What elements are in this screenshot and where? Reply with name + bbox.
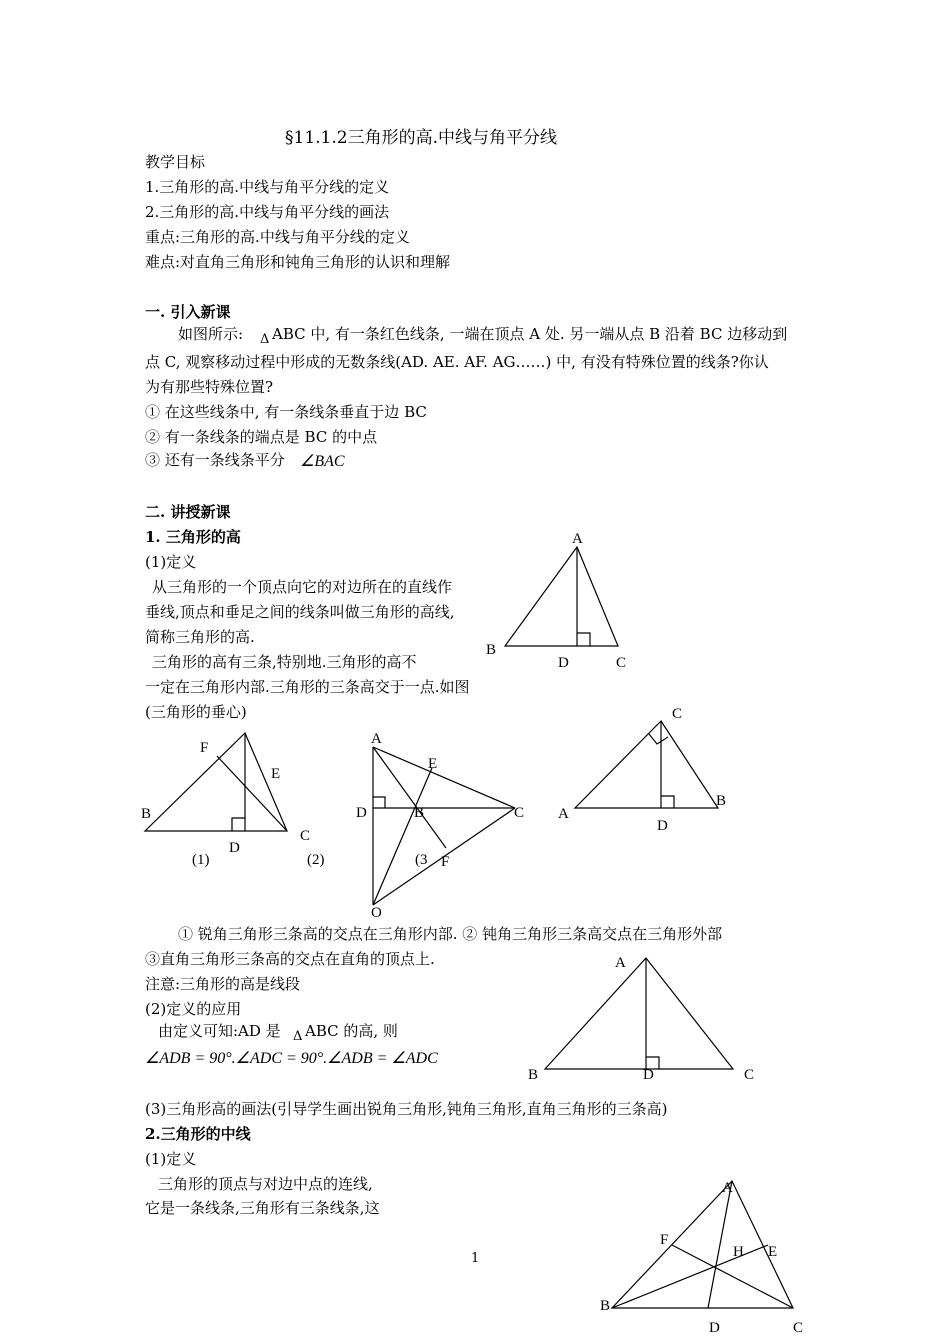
goal-item-1: 1.三角形的高.中线与角平分线的定义 <box>145 178 390 196</box>
label-a: A <box>558 806 569 822</box>
triangle-symbol: Δ <box>293 1029 303 1044</box>
label-b: B <box>141 806 152 822</box>
intro-line2: 点 C, 观察移动过程中形成的无数条线(AD. AE. AF. AG……) 中, 有没有特殊位置的线条?你认 <box>145 353 769 371</box>
goal-item-2: 2.三角形的高.中线与角平分线的画法 <box>145 203 390 221</box>
label-e: E <box>768 1244 778 1260</box>
intro-line3: 为有那些特殊位置? <box>145 378 274 396</box>
section1-heading: 一. 引入新课 <box>145 303 231 321</box>
label-o: O <box>371 905 382 921</box>
intro-item-3: ③ 还有一条线条平分 <box>145 451 285 469</box>
label-f: F <box>660 1232 669 1248</box>
triangle-abc <box>612 1181 793 1308</box>
application-label: (2)定义的应用 <box>145 1000 242 1018</box>
label-b: B <box>716 793 727 809</box>
label-a: A <box>722 1180 733 1196</box>
triangle-symbol: Δ <box>260 332 270 347</box>
label-d: D <box>229 840 240 856</box>
definition-label: (1)定义 <box>145 1150 197 1168</box>
label-c: C <box>616 655 627 671</box>
application-line1a: 由定义可知:AD 是 <box>158 1022 281 1040</box>
page-number: 1 <box>471 1251 480 1266</box>
note: 注意:三角形的高是线段 <box>145 975 301 993</box>
intro-item-1: ① 在这些线条中, 有一条线条垂直于边 BC <box>145 403 427 421</box>
definition-line: 它是一条线条,三角形有三条线条,这 <box>145 1199 380 1217</box>
label-f: F <box>200 740 209 756</box>
label-d: D <box>558 655 569 671</box>
label-b: B <box>528 1067 539 1083</box>
median-ad <box>708 1181 732 1308</box>
label-e: E <box>271 766 281 782</box>
label-b: B <box>414 805 425 821</box>
altitude-subheading: 1. 三角形的高 <box>145 528 241 546</box>
label-c: C <box>793 1320 804 1336</box>
label-b: B <box>486 642 497 658</box>
application-line1b: ABC 的高, 则 <box>305 1022 398 1040</box>
label-d: D <box>643 1067 654 1083</box>
definition-label: (1)定义 <box>145 553 197 571</box>
label-e: E <box>428 756 438 772</box>
caption-2: (2) <box>307 852 325 868</box>
drawing-method: (3)三角形高的画法(引导学生画出锐角三角形,钝角三角形,直角三角形的三条高) <box>145 1100 668 1118</box>
label-h: H <box>733 1244 744 1260</box>
label-a: A <box>572 531 583 547</box>
definition-line: 三角形的顶点与对边中点的连线, <box>158 1175 373 1193</box>
page-title: §11.1.2三角形的高.中线与角平分线 <box>285 128 557 148</box>
angle-bac-math: ∠BAC <box>300 453 345 470</box>
section2-heading: 二. 讲授新课 <box>145 503 231 521</box>
label-a: A <box>371 731 382 747</box>
label-c: C <box>514 805 525 821</box>
label-d: D <box>709 1320 720 1336</box>
conclusion-line-1: ① 锐角三角形三条高的交点在三角形内部. ② 钝角三角形三条高交点在三角形外部 <box>178 925 723 943</box>
definition-line: 垂线,顶点和垂足之间的线条叫做三角形的高线, <box>145 603 455 621</box>
label-a: A <box>615 955 626 971</box>
definition-line: 一定在三角形内部.三角形的三条高交于一点.如图 <box>145 678 470 696</box>
definition-line: (三角形的垂心) <box>145 703 247 721</box>
definition-line: 三角形的高有三条,特别地.三角形的高不 <box>152 653 417 671</box>
conclusion-line-2: ③直角三角形三条高的交点在直角的顶点上. <box>145 950 435 968</box>
label-c: C <box>744 1067 755 1083</box>
label-b: B <box>600 1298 611 1314</box>
goals-heading: 教学目标 <box>145 153 206 171</box>
definition-line: 从三角形的一个顶点向它的对边所在的直线作 <box>152 578 453 596</box>
caption-3: (3 <box>415 852 428 868</box>
caption-1: (1) <box>192 852 210 868</box>
label-c: C <box>300 828 311 844</box>
label-d: D <box>356 805 367 821</box>
intro-line1a: 如图所示: <box>178 325 244 343</box>
difficulty: 难点:对直角三角形和钝角三角形的认识和理解 <box>145 253 451 271</box>
label-f: F <box>441 854 450 870</box>
median-subheading: 2.三角形的中线 <box>145 1125 251 1143</box>
intro-item-2: ② 有一条线条的端点是 BC 的中点 <box>145 428 378 446</box>
label-d: D <box>657 818 668 834</box>
definition-line: 简称三角形的高. <box>145 628 255 646</box>
angle-equations-math: ∠ADB = 90°.∠ADC = 90°.∠ADB = ∠ADC <box>145 1050 438 1067</box>
intro-line1b: ABC 中, 有一条红色线条, 一端在顶点 A 处. 另一端从点 B 沿着 BC 边移动到 <box>272 325 788 343</box>
label-c: C <box>672 706 683 722</box>
key-point: 重点:三角形的高.中线与角平分线的定义 <box>145 228 410 246</box>
